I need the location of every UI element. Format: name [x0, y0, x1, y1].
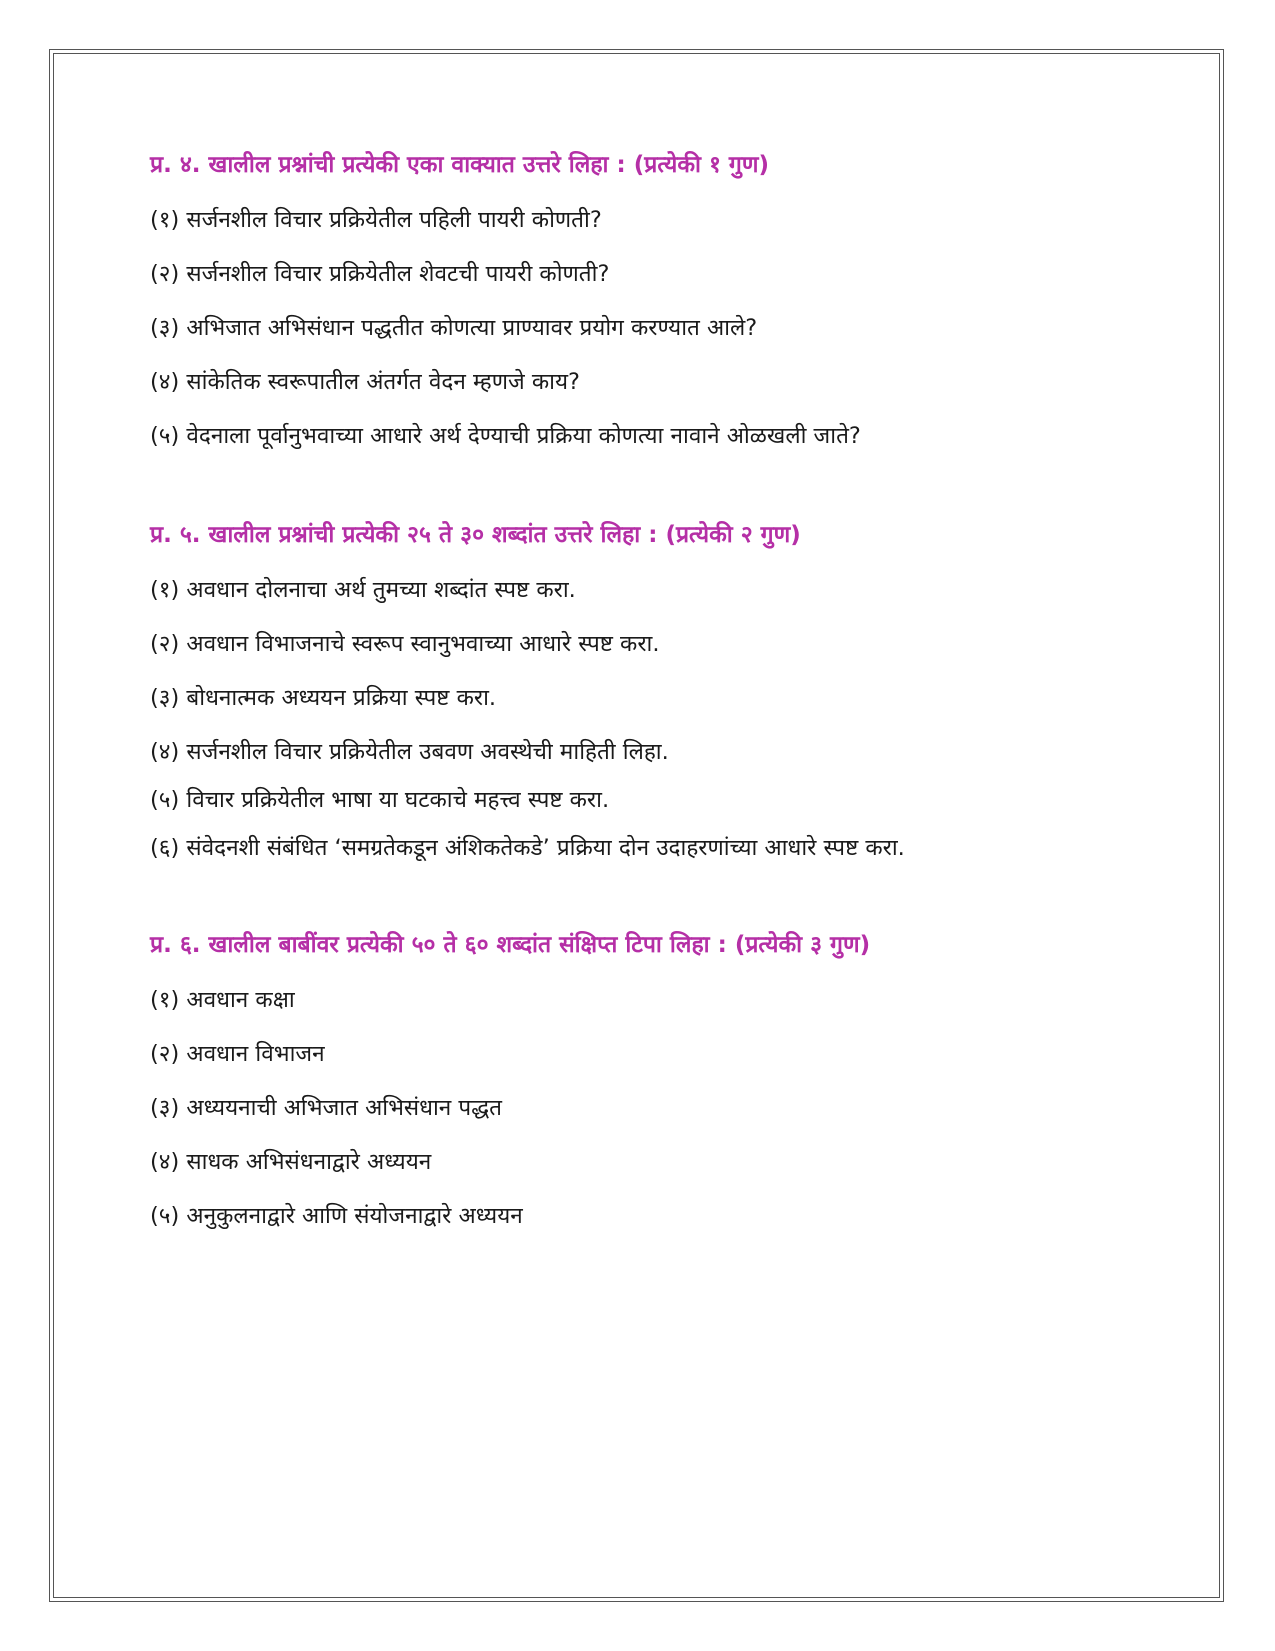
question-section-4	[150, 150, 861, 475]
question-item: (२) अवधान विभाजनाचे स्वरूप स्वानुभवाच्या आधारे स्पष्ट करा.	[150, 631, 660, 657]
question-item: (४) सर्जनशील विचार प्रक्रियेतील उबवण अवस्थेची माहिती लिहा.	[150, 739, 669, 765]
section-heading: प्र. ५. खालील प्रश्नांची प्रत्येकी २५ ते ३० शब्दांत उत्तरे लिहा : (प्रत्येकी २ गुण)	[150, 522, 801, 548]
question-item: (१) अवधान कक्षा	[150, 987, 295, 1013]
question-item: (४) साधक अभिसंधनाद्वारे अध्ययन	[150, 1149, 432, 1175]
question-section-6	[150, 930, 870, 1255]
question-item: (१) सर्जनशील विचार प्रक्रियेतील पहिली पायरी कोणती?	[150, 207, 602, 233]
question-item: (३) अभिजात अभिसंधान पद्धतीत कोणत्या प्राण्यावर प्रयोग करण्यात आले?	[150, 315, 758, 341]
question-item: (३) बोधनात्मक अध्ययन प्रक्रिया स्पष्ट करा.	[150, 685, 497, 711]
question-item: (५) वेदनाला पूर्वानुभवाच्या आधारे अर्थ देण्याची प्रक्रिया कोणत्या नावाने ओळखली जाते?	[150, 423, 861, 449]
question-item: (२) सर्जनशील विचार प्रक्रियेतील शेवटची पायरी कोणती?	[150, 261, 610, 287]
question-item: (१) अवधान दोलनाचा अर्थ तुमच्या शब्दांत स्पष्ट करा.	[150, 577, 576, 603]
section-heading: प्र. ६. खालील बाबींवर प्रत्येकी ५० ते ६० शब्दांत संक्षिप्त टिपा लिहा : (प्रत्येकी ३ गुण)	[150, 932, 871, 958]
question-section-5	[150, 520, 905, 887]
question-item: (५) अनुकुलनाद्वारे आणि संयोजनाद्वारे अध्ययन	[150, 1203, 523, 1229]
question-item: (६) संवेदनशी संबंधित ‘समग्रतेकडून अंशिकतेकडे’ प्रक्रिया दोन उदाहरणांच्या आधारे स्पष्ट करा.	[150, 835, 905, 861]
question-item: (३) अध्ययनाची अभिजात अभिसंधान पद्धत	[150, 1095, 503, 1121]
question-item: (२) अवधान विभाजन	[150, 1041, 325, 1067]
question-item: (५) विचार प्रक्रियेतील भाषा या घटकाचे महत्त्व स्पष्ट करा.	[150, 787, 610, 813]
section-heading: प्र. ४. खालील प्रश्नांची प्रत्येकी एका वाक्यात उत्तरे लिहा : (प्रत्येकी १ गुण)	[150, 152, 770, 178]
question-item: (४) सांकेतिक स्वरूपातील अंतर्गत वेदन म्हणजे काय?	[150, 369, 580, 395]
